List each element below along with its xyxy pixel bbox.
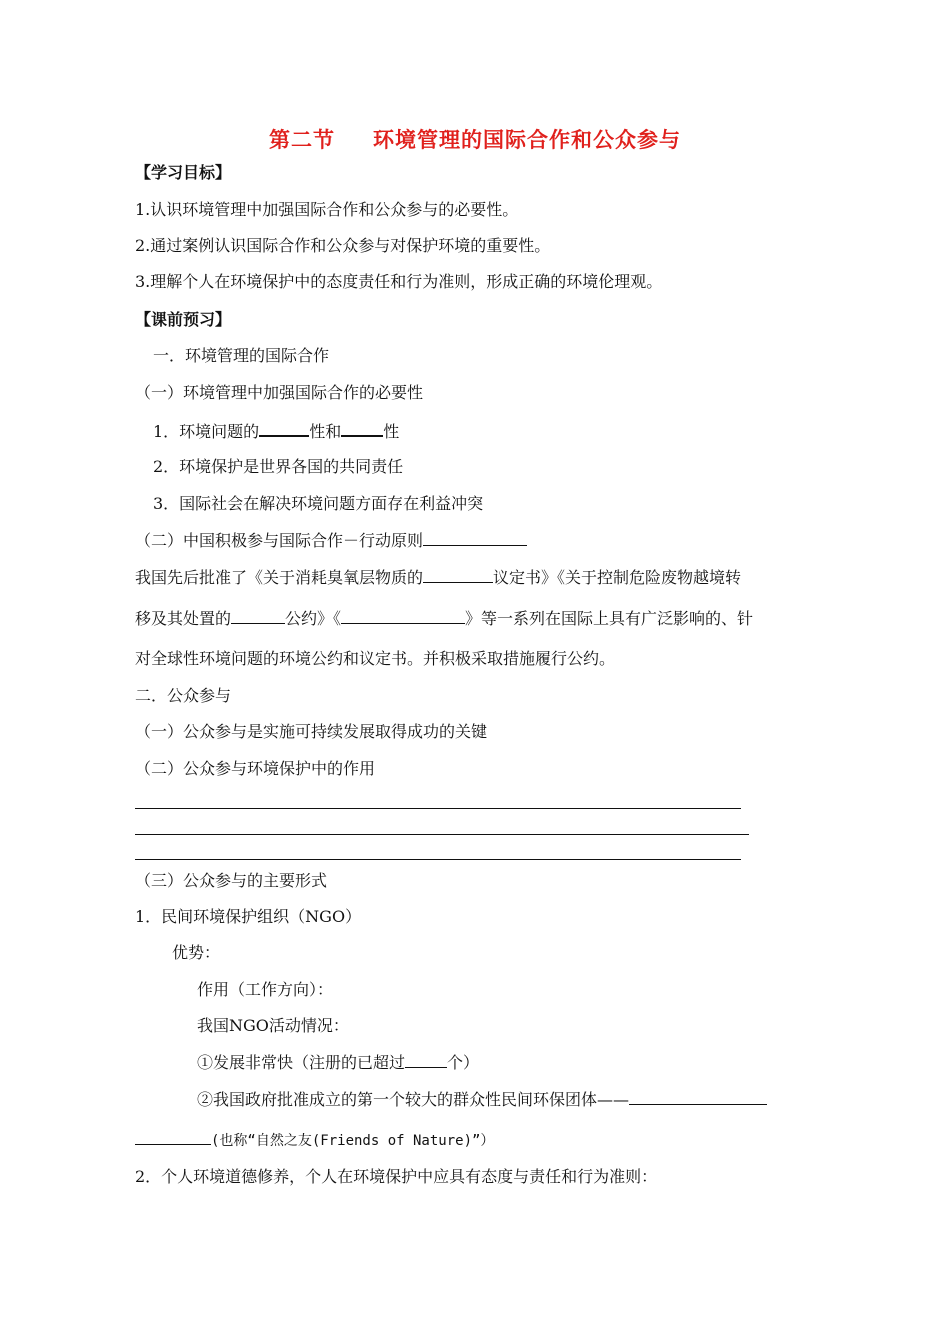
blank-field-principle[interactable] (423, 530, 527, 546)
china-ngo: 我国NGO活动情况： (197, 1016, 349, 1035)
blank-field-2[interactable] (341, 420, 383, 437)
point2-cont-text: (也称“自然之友(Friends of Nature)”） (211, 1133, 495, 1149)
blank-field-org-name[interactable] (629, 1089, 767, 1105)
para-line-1 (135, 567, 741, 588)
para-line2-b: 公约》《 (285, 609, 342, 628)
part1-item2: 2．环境保护是世界各国的共同责任 (153, 457, 404, 476)
para-line1-b: 议定书》《关于控制危险废物越境转 (493, 568, 742, 587)
part2-title: 二．公众参与 (135, 686, 232, 705)
title-section: 第二节 (269, 128, 335, 152)
ngo-point-2-cont (135, 1129, 494, 1151)
part1-item3: 3．国际社会在解决环境问题方面存在利益冲突 (153, 494, 484, 513)
ngo-advantage: 优势： (172, 943, 221, 962)
ngo-point-2 (197, 1089, 767, 1110)
para-line2-c: 》等一系列在国际上具有广泛影响的、针 (465, 609, 754, 628)
part1-title: 一．环境管理的国际合作 (153, 346, 330, 365)
point1-text-b: 个） (447, 1053, 480, 1072)
point1-text-a: ①发展非常快（注册的已超过 (197, 1053, 406, 1072)
personal-ethics: 2．个人环境道德修养，个人在环境保护中应具有态度与责任和行为准则： (135, 1167, 658, 1186)
part1-sub2 (135, 530, 527, 551)
part1-item1 (153, 420, 399, 442)
para-line-3: 对全球性环境问题的环境公约和议定书。并积极采取措施履行公约。 (135, 649, 616, 668)
objectives-heading: 【学习目标】 (135, 163, 232, 182)
ngo-point-1 (197, 1052, 479, 1073)
para-line2-a: 移及其处置的 (135, 609, 232, 628)
objective-item-1: 1.认识环境管理中加强国际合作和公众参与的必要性。 (135, 200, 519, 219)
part1-sub1: （一）环境管理中加强国际合作的必要性 (135, 383, 424, 402)
ngo-role: 作用（工作方向）： (197, 980, 334, 999)
objective-item-3: 3.理解个人在环境保护中的态度责任和行为准则，形成正确的环境伦理观。 (135, 272, 663, 291)
blank-field-protocol[interactable] (423, 567, 493, 583)
blank-field-1[interactable] (259, 420, 309, 437)
point2-text: ②我国政府批准成立的第一个较大的群众性民间环保团体—— (197, 1090, 630, 1109)
ngo-title: 1．民间环境保护组织（NGO） (135, 907, 362, 926)
answer-line-3[interactable] (135, 859, 741, 860)
objective-item-2: 2.通过案例认识国际合作和公众参与对保护环境的重要性。 (135, 236, 551, 255)
blank-field-count[interactable] (405, 1052, 447, 1068)
item1-text-b: 性和 (309, 422, 342, 441)
preview-heading: 【课前预习】 (135, 310, 232, 329)
blank-field-convention[interactable] (231, 608, 285, 624)
item1-text-c: 性 (383, 422, 400, 441)
sub2-text: （二）中国积极参与国际合作－行动原则 (135, 531, 424, 550)
answer-line-2[interactable] (135, 834, 749, 835)
blank-field-org-name-cont[interactable] (135, 1129, 211, 1145)
part2-sub1: （一）公众参与是实施可持续发展取得成功的关键 (135, 722, 488, 741)
item1-text-a: 1．环境问题的 (153, 422, 260, 441)
para-line-2 (135, 608, 753, 629)
part2-sub2: （二）公众参与环境保护中的作用 (135, 759, 376, 778)
blank-field-treaty[interactable] (341, 608, 465, 624)
answer-line-1[interactable] (135, 808, 741, 809)
page-title (0, 124, 950, 154)
part2-sub3: （三）公众参与的主要形式 (135, 871, 328, 890)
title-name: 环境管理的国际合作和公众参与 (373, 128, 681, 152)
para-line1-a: 我国先后批准了《关于消耗臭氧层物质的 (135, 568, 424, 587)
